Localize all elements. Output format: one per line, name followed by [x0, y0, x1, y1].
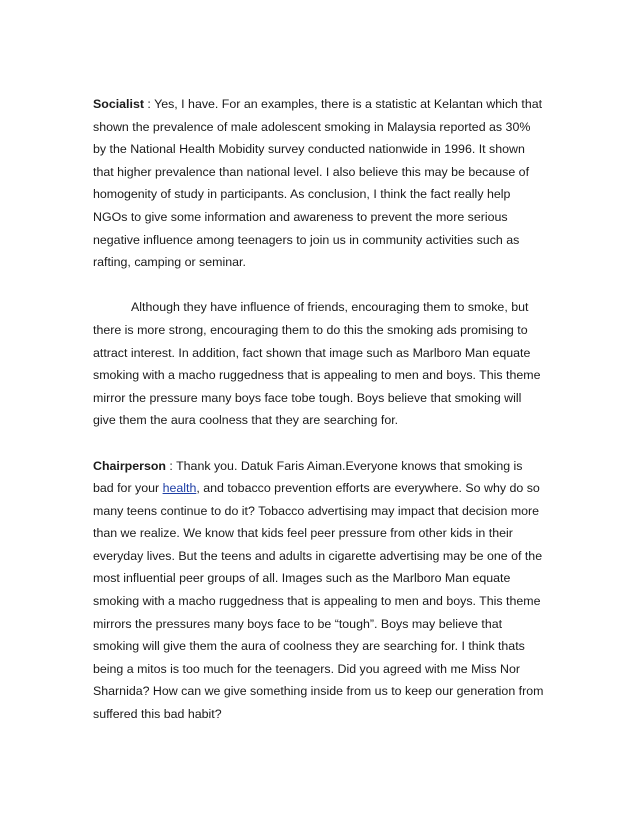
paragraph-chairperson [93, 455, 545, 726]
paragraph-text: : Yes, I have. For an examples, there is a statistic at Kelantan which that shown the prevalence of male adolescent smoking in Malaysia reported as 30% by the National Health Mobidity survey conducted nationwide in 1996. It shown that higher prevalence than national level. I also believe this may be because of homogenity of study in participants. As conclusion, I think the fact really help NGOs to give some information and awareness to prevent the more serious negative influence among teenagers to join us in community activities such as rafting, camping or seminar. [93, 97, 543, 270]
speaker-label: Chairperson [93, 458, 166, 473]
paragraph-text: : Thank you. Datuk Faris Aiman.Everyone knows that smoking is bad for your [93, 458, 523, 496]
document-body [93, 93, 545, 726]
health-link[interactable]: health [162, 481, 197, 496]
paragraph-spacer [93, 432, 545, 455]
paragraph-influence [93, 296, 545, 432]
paragraph-socialist [93, 93, 545, 274]
speaker-label: Socialist [93, 97, 144, 111]
paragraph-spacer [93, 274, 545, 297]
paragraph-text: , and tobacco prevention efforts are everywhere. So why do so many teens continue to do it? Tobacco advertising may impact that decision more than we realize. We know that kids feel peer pressure from other kids in their everyday lives. But the teens and adults in cigarette advertising may be one of the most influential peer groups of all. Images such as the Marlboro Man equate smoking with a macho ruggedness that is appealing to men and boys. This theme mirrors the pressures many boys face to be “tough”. Boys may believe that smoking will give them the aura of coolness they are searching for. I think thats being a mitos is too much for the teenagers. Did you agreed with me Miss Nor Sharnida? How can we give something inside from us to keep our generation from suffered this bad habit? [93, 481, 544, 722]
paragraph-text: Although they have influence of friends, encouraging them to smoke, but there is more strong, encouraging them to do this the smoking ads promising to attract interest. In addition, fact shown that image such as Marlboro Man equate smoking with a macho ruggedness that is appealing to men and boys. This theme mirror the pressure many boys face tobe tough. Boys believe that smoking will give them the aura coolness that they are searching for. [93, 300, 541, 428]
